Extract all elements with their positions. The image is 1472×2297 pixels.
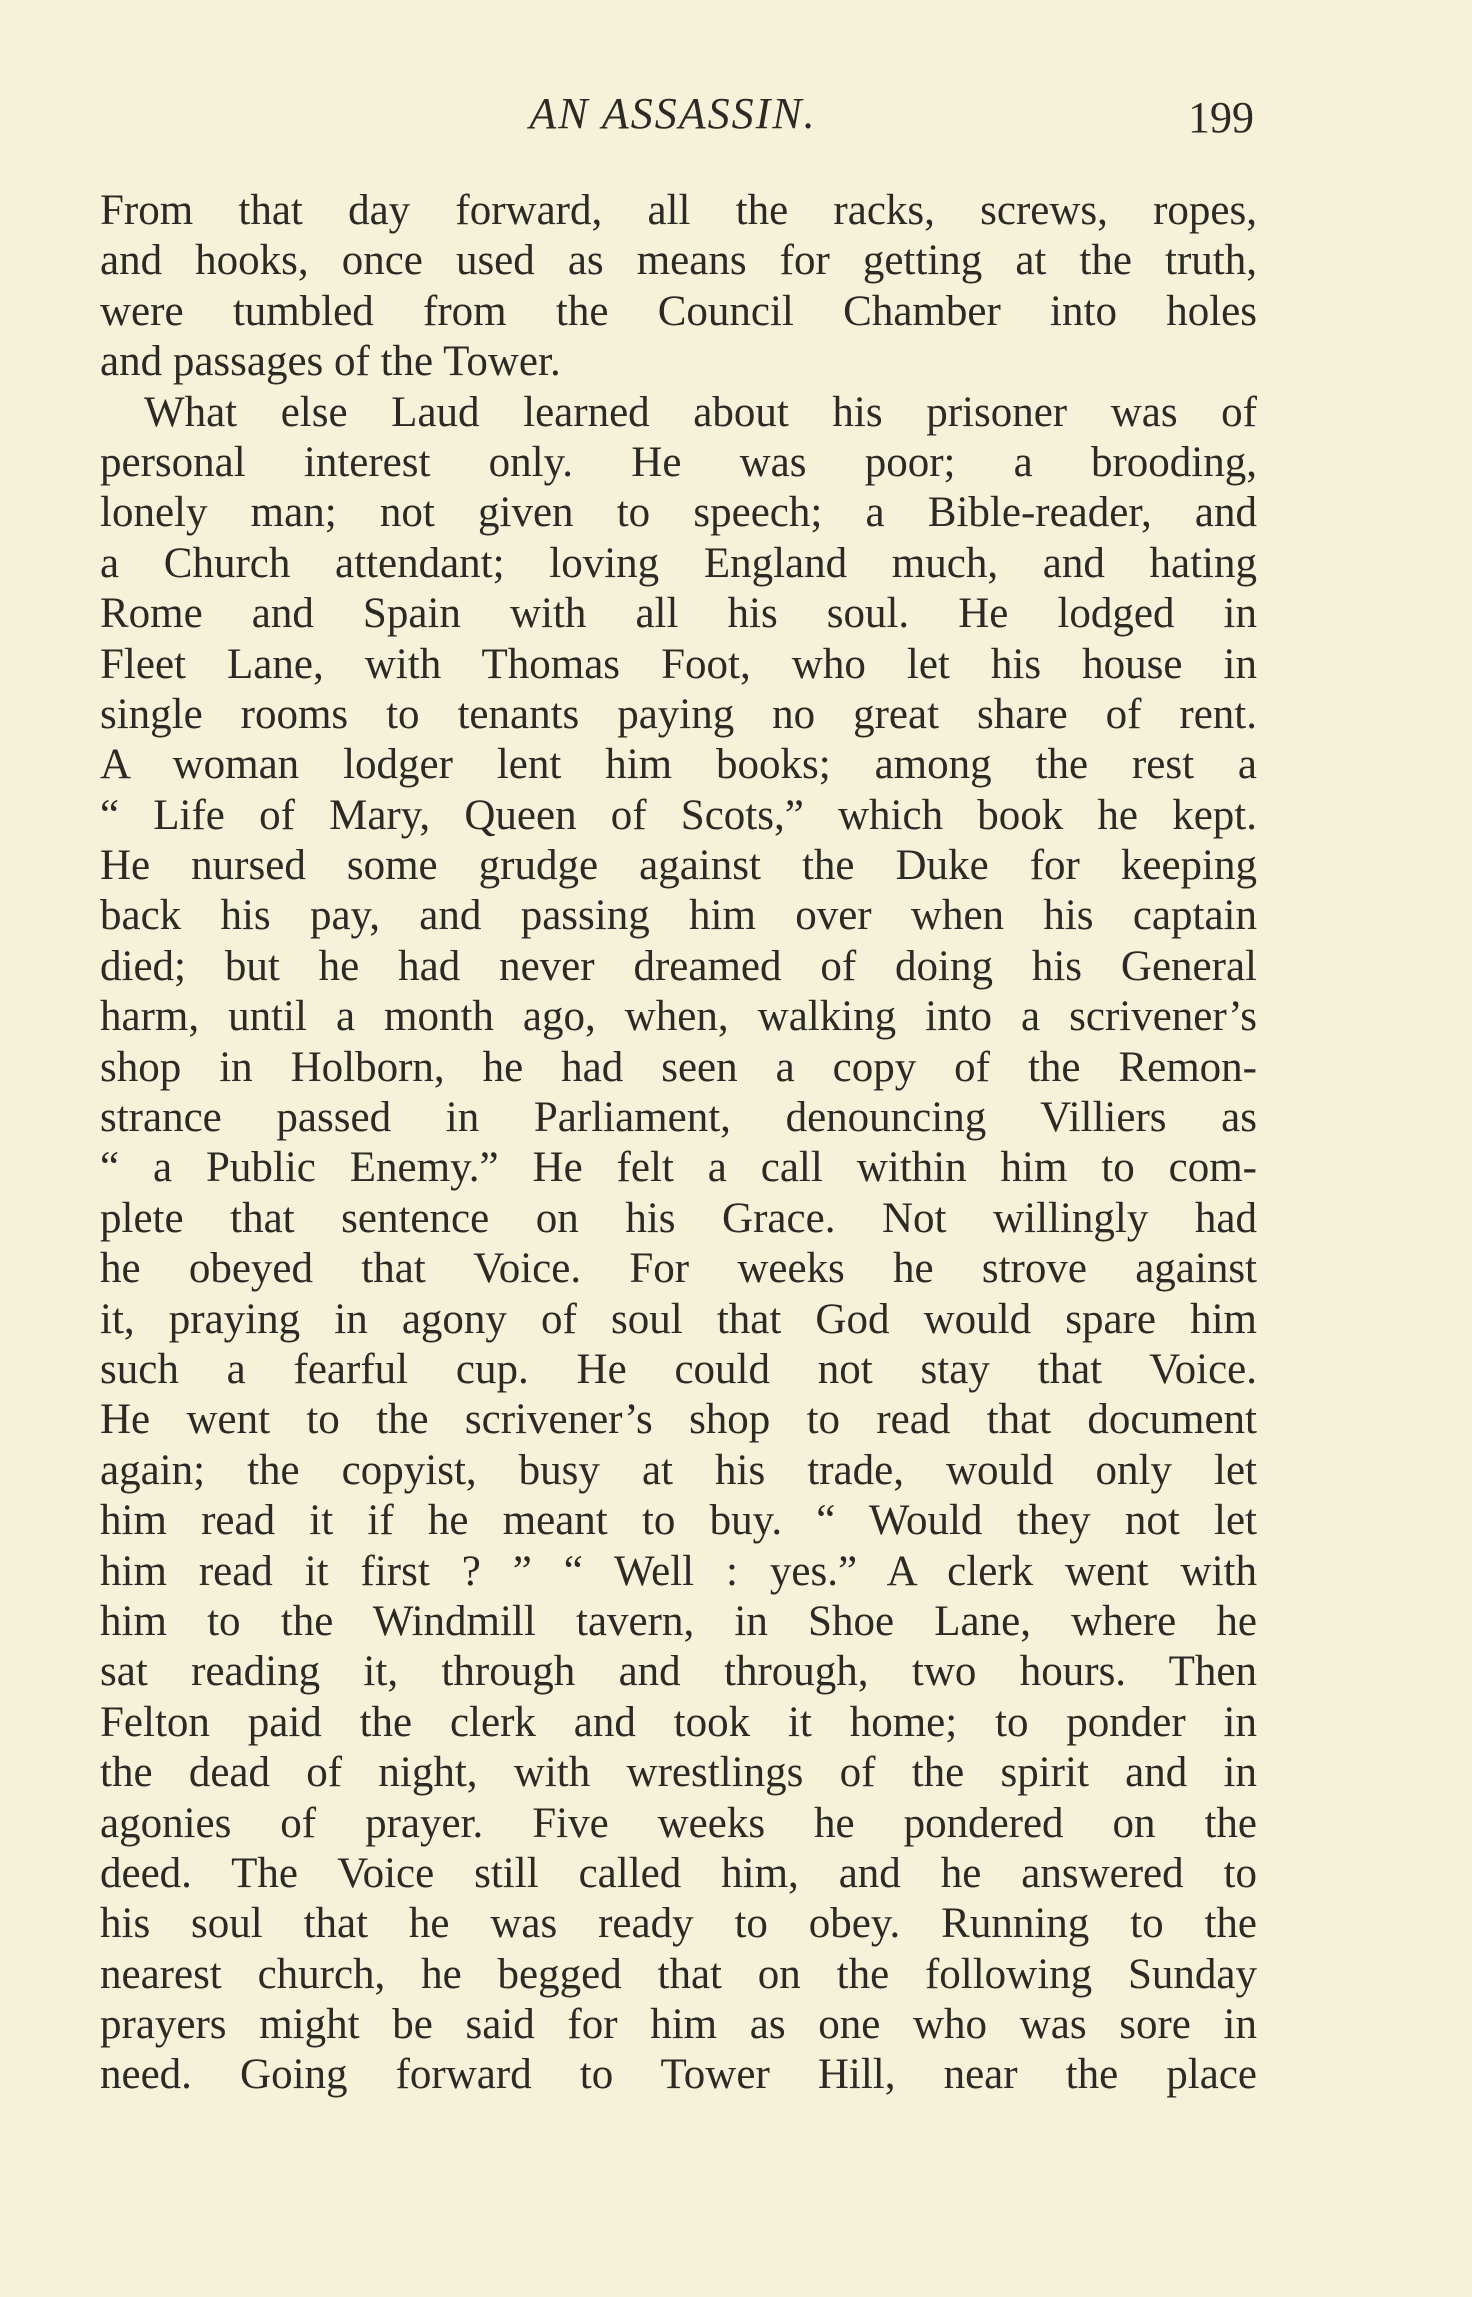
body-text: [100, 186, 1257, 2101]
text-line: his soul that he was ready to obey. Running to the: [100, 1900, 1257, 1948]
text-line: agonies of prayer. Five weeks he pondered on the: [100, 1799, 1257, 1847]
text-line: harm, until a month ago, when, walking into a scrivener’s: [100, 993, 1257, 1041]
text-line: plete that sentence on his Grace. Not willingly had: [100, 1194, 1257, 1242]
text-line: were tumbled from the Council Chamber into holes: [100, 287, 1257, 335]
text-line: sat reading it, through and through, two hours. Then: [100, 1648, 1257, 1696]
text-line: shop in Holborn, he had seen a copy of the Remon-: [100, 1043, 1257, 1091]
text-line: he obeyed that Voice. For weeks he strove against: [100, 1245, 1257, 1293]
text-line: personal interest only. He was poor; a brooding,: [100, 438, 1257, 486]
text-line: such a fearful cup. He could not stay that Voice.: [100, 1345, 1257, 1393]
text-line: need. Going forward to Tower Hill, near the place: [100, 2051, 1257, 2099]
running-title: AN ASSASSIN.: [529, 89, 817, 138]
text-line: him read it first ? ” “ Well : yes.” A clerk went with: [100, 1547, 1257, 1595]
text-line: Rome and Spain with all his soul. He lodged in: [100, 590, 1257, 638]
page-number: 199: [1188, 93, 1254, 142]
page-header: [0, 88, 1472, 148]
text-line: and hooks, once used as means for getting at the truth,: [100, 237, 1257, 285]
text-line: prayers might be said for him as one who was sore in: [100, 2001, 1257, 2049]
text-line: and passages of the Tower.: [100, 338, 561, 386]
text-line: single rooms to tenants paying no great share of rent.: [100, 690, 1257, 738]
text-line: him to the Windmill tavern, in Shoe Lane, where he: [100, 1597, 1257, 1645]
text-line: it, praying in agony of soul that God would spare him: [100, 1295, 1257, 1343]
text-line: deed. The Voice still called him, and he answered to: [100, 1849, 1257, 1897]
text-line: “ a Public Enemy.” He felt a call within him to com-: [100, 1144, 1257, 1192]
text-line: strance passed in Parliament, denouncing Villiers as: [100, 1094, 1257, 1142]
text-line: him read it if he meant to buy. “ Would they not let: [100, 1497, 1257, 1545]
text-line: Fleet Lane, with Thomas Foot, who let his house in: [100, 640, 1257, 688]
text-line: died; but he had never dreamed of doing his General: [100, 942, 1257, 990]
text-line: From that day forward, all the racks, screws, ropes,: [100, 187, 1257, 234]
text-line: “ Life of Mary, Queen of Scots,” which book he kept.: [100, 791, 1257, 839]
text-line: He went to the scrivener’s shop to read that document: [100, 1396, 1257, 1444]
text-line: nearest church, he begged that on the following Sunday: [100, 1950, 1257, 1998]
text-line: again; the copyist, busy at his trade, would only let: [100, 1446, 1257, 1494]
text-line: lonely man; not given to speech; a Bible-reader, and: [100, 489, 1257, 537]
text-line: Felton paid the clerk and took it home; to ponder in: [100, 1698, 1257, 1746]
text-line: A woman lodger lent him books; among the rest a: [100, 741, 1257, 789]
paragraph: [100, 388, 1257, 2101]
text-line: the dead of night, with wrestlings of the spirit and in: [100, 1749, 1257, 1797]
text-line: a Church attendant; loving England much, and hating: [100, 539, 1257, 587]
text-line: back his pay, and passing him over when his captain: [100, 892, 1257, 940]
text-line: He nursed some grudge against the Duke for keeping: [100, 842, 1257, 890]
text-line: What else Laud learned about his prisoner was of: [144, 388, 1257, 436]
paragraph: [100, 186, 1257, 388]
